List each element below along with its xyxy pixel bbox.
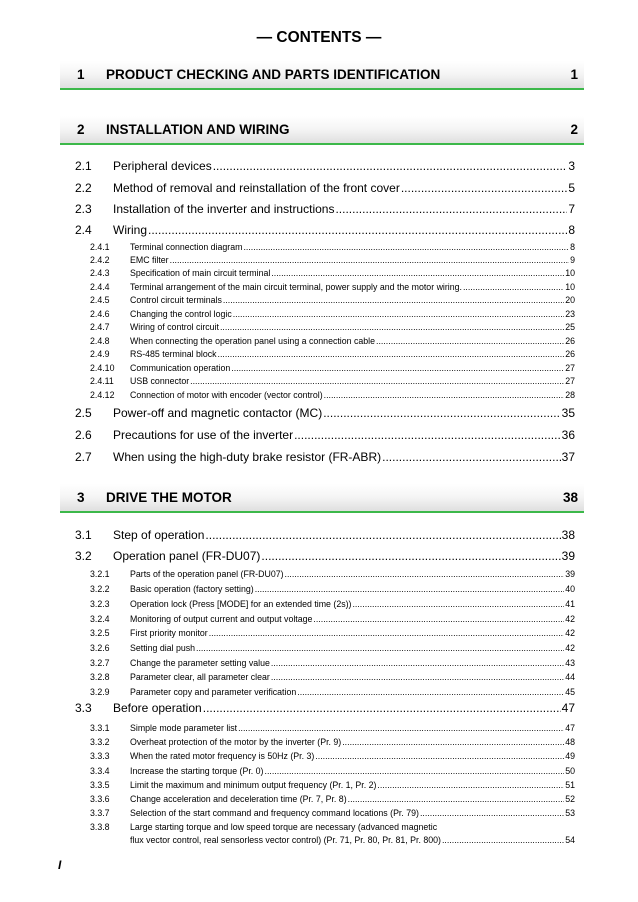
chapter-heading[interactable] <box>60 61 584 90</box>
toc-subentry[interactable]: 3.3.1 Simple mode parameter list ..... 47 <box>90 723 575 735</box>
toc-subentry[interactable]: 2.4.9 RS-485 terminal block ..... 26 <box>90 349 575 361</box>
toc-subentry[interactable]: 3.2.9 Parameter copy and parameter verification ..... 45 <box>90 687 575 699</box>
chapter-title: INSTALLATION AND WIRING <box>106 122 290 137</box>
toc-subentry[interactable]: 3.2.4 Monitoring of output current and output voltage ..... 42 <box>90 614 575 626</box>
page-number: I <box>58 858 62 872</box>
chapter-page: 1 <box>570 67 578 82</box>
toc-subentry[interactable]: 2.4.6 Changing the control logic ..... 23 <box>90 309 575 321</box>
toc-subentry[interactable]: 2.4.1 Terminal connection diagram ..... 8 <box>90 242 575 254</box>
chapter-number: 2 <box>77 122 85 137</box>
toc-entry[interactable]: 2.3 Installation of the inverter and instructions ..... 7 <box>75 202 575 219</box>
toc-subentry[interactable]: 3.3.3 When the rated motor frequency is 50Hz (Pr. 3) ..... 49 <box>90 751 575 763</box>
toc-entry[interactable]: 2.1 Peripheral devices ..... 3 <box>75 159 575 176</box>
toc-subentry[interactable]: 2.4.11 USB connector ..... 27 <box>90 376 575 388</box>
toc-entry[interactable]: 3.2 Operation panel (FR-DU07) ..... 39 <box>75 549 575 566</box>
toc-subentry[interactable]: 3.2.1 Parts of the operation panel (FR-DU07) ..... 39 <box>90 569 575 581</box>
toc-subentry[interactable]: 2.4.4 Terminal arrangement of the main circuit terminal, power supply and the motor wiring. ..... 10 <box>90 282 575 294</box>
toc-subentry[interactable]: 3.3.2 Overheat protection of the motor by the inverter (Pr. 9) ..... 48 <box>90 737 575 749</box>
toc-subentry[interactable]: 3.2.6 Setting dial push ..... 42 <box>90 643 575 655</box>
toc-entry[interactable]: 2.5 Power-off and magnetic contactor (MC) ..... 35 <box>75 406 575 423</box>
chapter-page: 2 <box>570 122 578 137</box>
toc-subentry[interactable]: 3.3.5 Limit the maximum and minimum output frequency (Pr. 1, Pr. 2) ..... 51 <box>90 780 575 792</box>
page-title: — CONTENTS — <box>256 29 382 46</box>
toc-subentry[interactable]: 3.2.2 Basic operation (factory setting) ..... 40 <box>90 584 575 596</box>
toc-subentry[interactable]: 2.4.12 Connection of motor with encoder (vector control) ..... 28 <box>90 390 575 402</box>
toc-subentry[interactable]: 3.2.7 Change the parameter setting value ..... 43 <box>90 658 575 670</box>
toc-entry[interactable]: 2.7 When using the high-duty brake resistor (FR-ABR) ..... 37 <box>75 450 575 467</box>
toc-subentry[interactable]: 3.2.8 Parameter clear, all parameter clear ..... 44 <box>90 672 575 684</box>
chapter-title: PRODUCT CHECKING AND PARTS IDENTIFICATION <box>106 67 441 82</box>
toc-subentry[interactable]: 2.4.7 Wiring of control circuit ..... 25 <box>90 322 575 334</box>
chapter-title: DRIVE THE MOTOR <box>106 490 232 505</box>
toc-subentry[interactable]: 2.4.5 Control circuit terminals ..... 20 <box>90 295 575 307</box>
toc-subentry[interactable]: 3.2.5 First priority monitor ..... 42 <box>90 628 575 640</box>
chapter-heading[interactable] <box>60 116 584 145</box>
toc-subentry[interactable]: 3.3.4 Increase the starting torque (Pr. 0) ..... 50 <box>90 766 575 778</box>
toc-subentry[interactable]: 2.4.3 Specification of main circuit terminal ..... 10 <box>90 268 575 280</box>
toc-subentry[interactable]: 3.3.6 Change acceleration and deceleration time (Pr. 7, Pr. 8) ..... 52 <box>90 794 575 806</box>
toc-entry[interactable]: 3.1 Step of operation ..... 38 <box>75 528 575 545</box>
toc-entry[interactable]: 2.6 Precautions for use of the inverter ..... 36 <box>75 428 575 445</box>
toc-subentry[interactable]: 2.4.2 EMC filter ..... 9 <box>90 255 575 267</box>
toc-entry[interactable]: 2.4 Wiring ..... 8 <box>75 223 575 240</box>
toc-subentry[interactable]: 3.3.8 Large starting torque and low speed torque are necessary (advanced magnetic flux vector control, real sensorless vector control) (Pr. 71, Pr. 80, Pr. 81, Pr. 800) ..... 54 <box>90 822 575 850</box>
chapter-page: 38 <box>562 490 578 505</box>
toc-subentry[interactable]: 3.3.7 Selection of the start command and frequency command locations (Pr. 79) ..... 53 <box>90 808 575 820</box>
toc-subentry[interactable]: 2.4.10 Communication operation ..... 27 <box>90 363 575 375</box>
toc-entry[interactable]: 3.3 Before operation ..... 47 <box>75 701 575 718</box>
toc-entry[interactable]: 2.2 Method of removal and reinstallation of the front cover ..... 5 <box>75 181 575 198</box>
chapter-number: 3 <box>77 490 85 505</box>
toc-subentry[interactable]: 2.4.8 When connecting the operation panel using a connection cable ..... 26 <box>90 336 575 348</box>
chapter-heading[interactable] <box>60 484 584 513</box>
toc-subentry[interactable]: 3.2.3 Operation lock (Press [MODE] for an extended time (2s)) ..... 41 <box>90 599 575 611</box>
chapter-number: 1 <box>77 67 85 82</box>
